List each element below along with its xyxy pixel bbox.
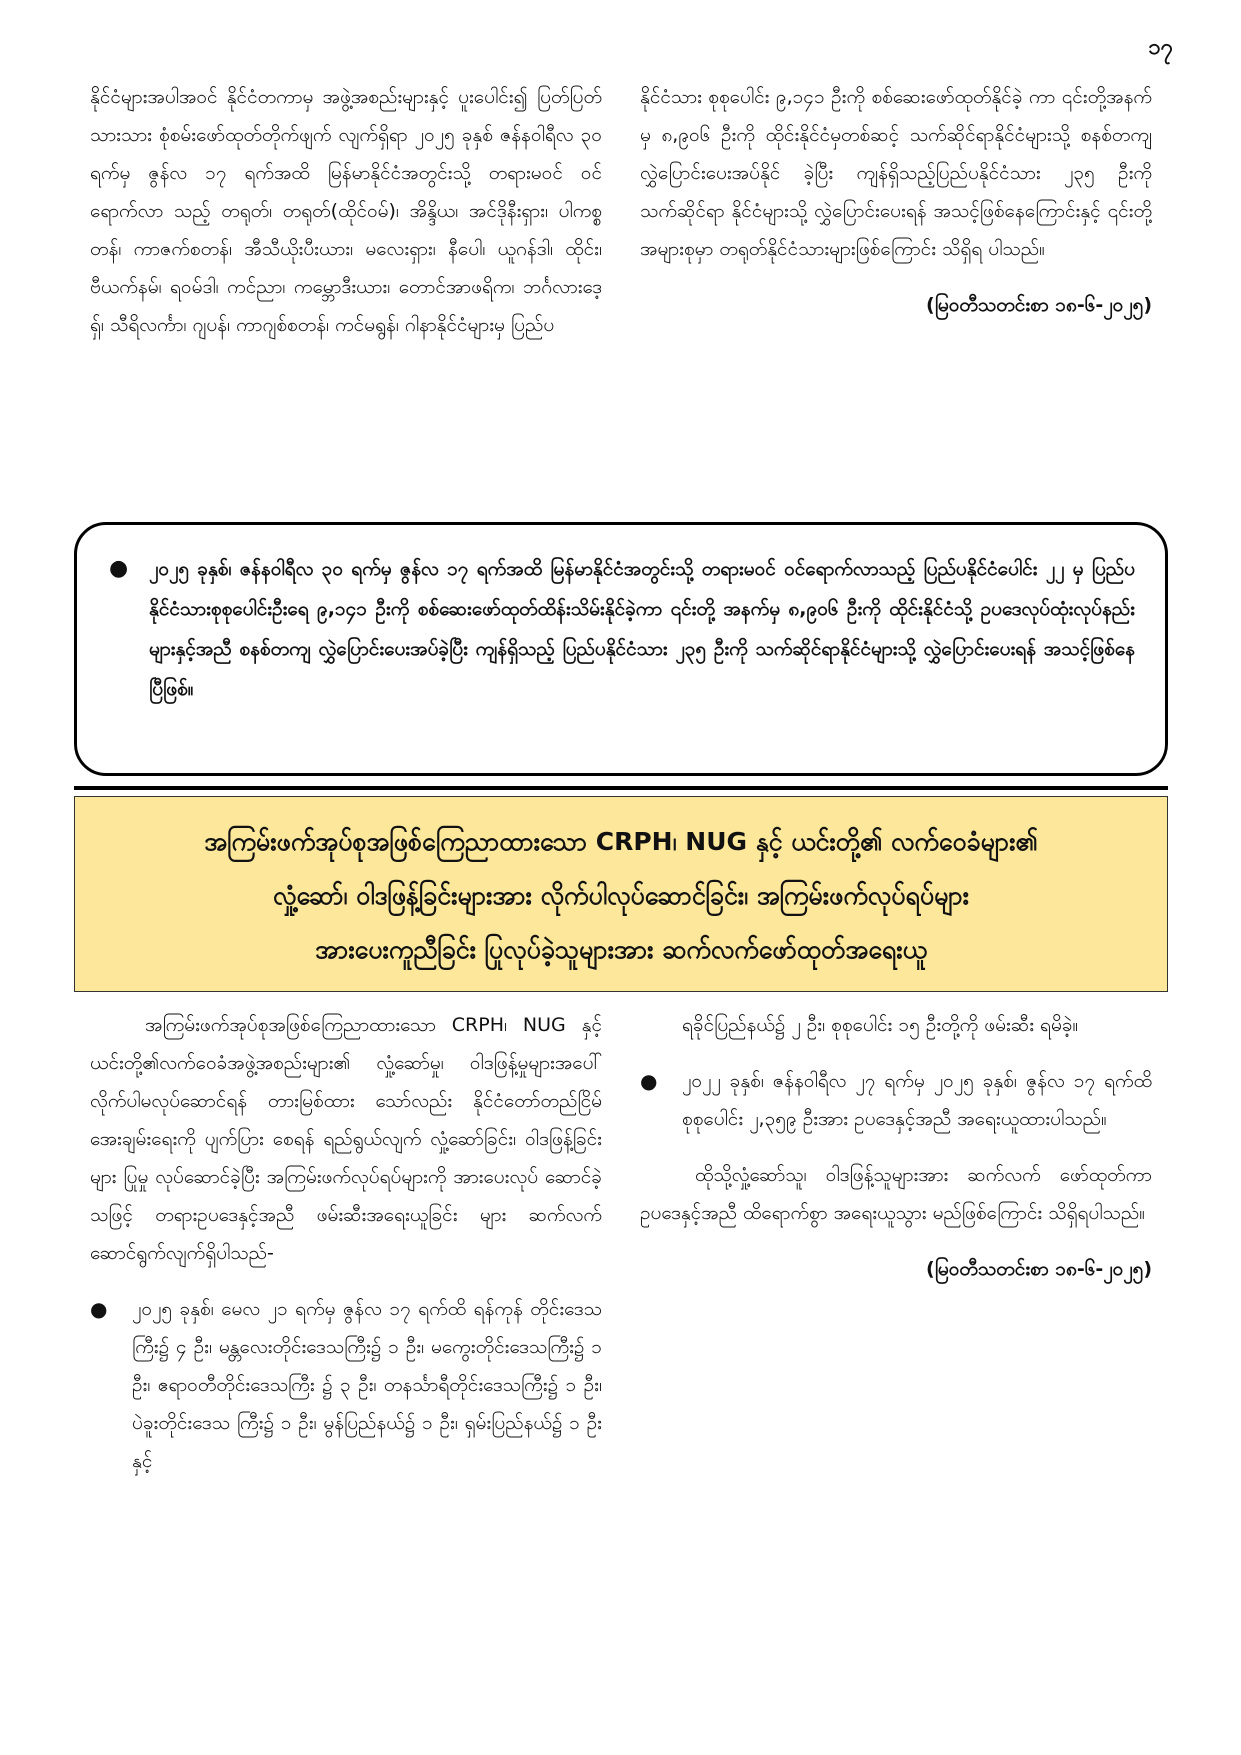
bottom-left-list (90, 1290, 602, 1480)
bottom-right-source: (မြဝတီသတင်းစာ ၁၈-၆-၂၀၂၅) (926, 1258, 1152, 1280)
list-bullet-icon: ● (640, 1069, 658, 1093)
banner-line-1: အကြမ်းဖက်အုပ်စုအဖြစ်ကြေညာထားသော CRPH၊ NUG နှင့် ယင်းတို့၏ လက်ဝေခံများ၏ (204, 827, 1038, 856)
list-bullet-icon: ● (90, 1297, 108, 1321)
top-right-source: (မြဝတီသတင်းစာ ၁၈-၆-၂၀၂၅) (926, 294, 1152, 316)
list-item-text: ၂၀၂၅ ခုနှစ်၊ မေလ ၂၁ ရက်မှ ဇွန်လ ၁၇ ရက်ထိ ရန်ကုန် တိုင်းဒေသကြီး၌ ၄ ဦး၊ မန္တလေးတိုင်းဒေသကြီး၌ ၁ ဦး၊ မကွေးတိုင်းဒေသကြီး၌ ၁ ဦး၊ ဧရာဝတီတိုင်းဒေသကြီး ၌ ၃ ဦး၊ တနင်္သာရီတိုင်းဒေသကြီး၌ ၁ ဦး၊ ပဲခူးတိုင်းဒေသ ကြီး၌ ၁ ဦး၊ မွန်ပြည်နယ်၌ ၁ ဦး၊ ရှမ်းပြည်နယ်၌ ၁ ဦးနှင့် (132, 1298, 602, 1472)
banner-line-2: လှုံ့ဆော်၊ ဝါဒဖြန့်ခြင်းများအား လိုက်ပါလုပ်ဆောင်ခြင်း၊ အကြမ်းဖက်လုပ်ရပ်များ (273, 881, 969, 910)
bottom-right-column (640, 1006, 1152, 1288)
bottom-right-closing: ထိုသို့လှုံ့ဆော်သူ၊ ဝါဒဖြန့်သူများအား ဆက်လက် ဖော်ထုတ်ကာ ဥပဒေနှင့်အညီ ထိရောက်စွာ အရေးယူသွား မည်ဖြစ်ကြောင်း သိရှိရပါသည်။ (640, 1164, 1152, 1224)
list-item (640, 1062, 1152, 1138)
summary-callout (74, 522, 1168, 776)
top-left-paragraph: နိုင်ငံများအပါအဝင် နိုင်ငံတကာမှ အဖွဲ့အစည်းများနှင့် ပူးပေါင်း၍ ပြတ်ပြတ်သားသား စုံစမ်းဖော်ထုတ်တိုက်ဖျက် လျက်ရှိရာ ၂၀၂၅ ခုနှစ် ဇန်နဝါရီလ ၃၀ ရက်မှ ဇွန်လ ၁၇ ရက်အထိ မြန်မာနိုင်ငံအတွင်းသို့ တရားမဝင် ဝင်ရောက်လာ သည့် တရုတ်၊ တရုတ်(ထိုင်ဝမ်)၊ အိန္ဒိယ၊ အင်ဒိုနီးရှား၊ ပါကစ္စတန်၊ ကာဇက်စတန်၊ အီသီယိုးပီးယား၊ မလေးရှား၊ နီပေါ၊ ယူဂန်ဒါ၊ ထိုင်း၊ ဗီယက်နမ်၊ ရဝမ်ဒါ၊ ကင်ညာ၊ ကမ္ဘောဒီးယား၊ တောင်အာဖရိက၊ ဘင်္ဂလားဒေ့ရှ်၊ သီရိလင်္ကာ၊ ဂျပန်၊ ကာဂျစ်စတန်၊ ကင်မရွန်၊ ဂါနာနိုင်ငံများမှ ပြည်ပ (90, 86, 602, 336)
bottom-left-intro: အကြမ်းဖက်အုပ်စုအဖြစ်ကြေညာထားသော CRPH၊ NUG နှင့် ယင်းတို့၏လက်ဝေခံအဖွဲ့အစည်းများ၏ လှုံ့ဆော်မှု၊ ဝါဒဖြန့်မှုများအပေါ် လိုက်ပါမလုပ်ဆောင်ရန် တားမြစ်ထား သော်လည်း နိုင်ငံတော်တည်ငြိမ်အေးချမ်းရေးကို ပျက်ပြား စေရန် ရည်ရွယ်လျက် လှုံ့ဆော်ခြင်း၊ ဝါဒဖြန့်ခြင်းများ ပြုမှု လုပ်ဆောင်ခဲ့ပြီး အကြမ်းဖက်လုပ်ရပ်များကို အားပေးလုပ် ဆောင်ခဲ့သဖြင့် တရားဥပဒေနှင့်အညီ ဖမ်းဆီးအရေးယူခြင်း များ ဆက်လက်ဆောင်ရွက်လျက်ရှိပါသည်- (90, 1014, 602, 1264)
list-item-text: ၂၀၂၂ ခုနှစ်၊ ဇန်နဝါရီလ ၂၇ ရက်မှ ၂၀၂၅ ခုနှစ်၊ ဇွန်လ ၁၇ ရက်ထိ စုစုပေါင်း ၂,၃၅၉ ဦးအား ဥပဒေနှင့်အညီ အရေးယူထားပါသည်။ (682, 1070, 1152, 1130)
top-right-paragraph: နိုင်ငံသား စုစုပေါင်း ၉,၁၄၁ ဦးကို စစ်ဆေးဖော်ထုတ်နိုင်ခဲ့ ကာ ၎င်းတို့အနက်မှ ၈,၉၀၆ ဦးကို ထိုင်းနိုင်ငံမှတစ်ဆင့် သက်ဆိုင်ရာနိုင်ငံများသို့ စနစ်တကျ လွှဲပြောင်းပေးအပ်နိုင် ခဲ့ပြီး ကျန်ရှိသည့်ပြည်ပနိုင်ငံသား ၂၃၅ ဦးကို သက်ဆိုင်ရာ နိုင်ငံများသို့ လွှဲပြောင်းပေးရန် အသင့်ဖြစ်နေကြောင်းနှင့် ၎င်းတို့အများစုမှာ တရုတ်နိုင်ငံသားများဖြစ်ကြောင်း သိရှိရ ပါသည်။ (640, 86, 1152, 260)
section-divider (74, 786, 1168, 790)
section-heading-banner (74, 796, 1168, 992)
bottom-left-column (90, 1006, 602, 1480)
top-left-column (90, 78, 602, 344)
callout-text: ၂၀၂၅ ခုနှစ်၊ ဇန်နဝါရီလ ၃၀ ရက်မှ ဇွန်လ ၁၇ ရက်အထိ မြန်မာနိုင်ငံအတွင်းသို့ တရားမဝင် ဝင်ရောက်လာသည့် ပြည်ပနိုင်ငံပေါင်း ၂၂ မှ ပြည်ပနိုင်ငံသားစုစုပေါင်းဦးရေ ၉,၁၄၁ ဦးကို စစ်ဆေးဖော်ထုတ်ထိန်းသိမ်းနိုင်ခဲ့ကာ ၎င်းတို့ အနက်မှ ၈,၉၀၆ ဦးကို ထိုင်းနိုင်ငံသို့ ဥပဒေလုပ်ထုံးလုပ်နည်းများနှင့်အညီ စနစ်တကျ လွှဲပြောင်းပေးအပ်ခဲ့ပြီး ကျန်ရှိသည့် ပြည်ပနိုင်ငံသား ၂၃၅ ဦးကို သက်ဆိုင်ရာနိုင်ငံများသို့ လွှဲပြောင်းပေးရန် အသင့်ဖြစ်နေပြီဖြစ်။ (149, 558, 1135, 700)
bottom-right-list (640, 1062, 1152, 1138)
bottom-right-continuation: ရခိုင်ပြည်နယ်၌ ၂ ဦး၊ စုစုပေါင်း ၁၅ ဦးတို့ကို ဖမ်းဆီး ရမိခဲ့။ (682, 1014, 1079, 1036)
callout-bullet-icon: ● (109, 556, 129, 581)
page-number: ၁၇ (1148, 35, 1173, 60)
list-item (90, 1290, 602, 1480)
top-right-column (640, 78, 1152, 324)
banner-line-3: အားပေးကူညီခြင်း ပြုလုပ်ခဲ့သူများအား ဆက်လက်ဖော်ထုတ်အရေးယူ (315, 935, 927, 964)
